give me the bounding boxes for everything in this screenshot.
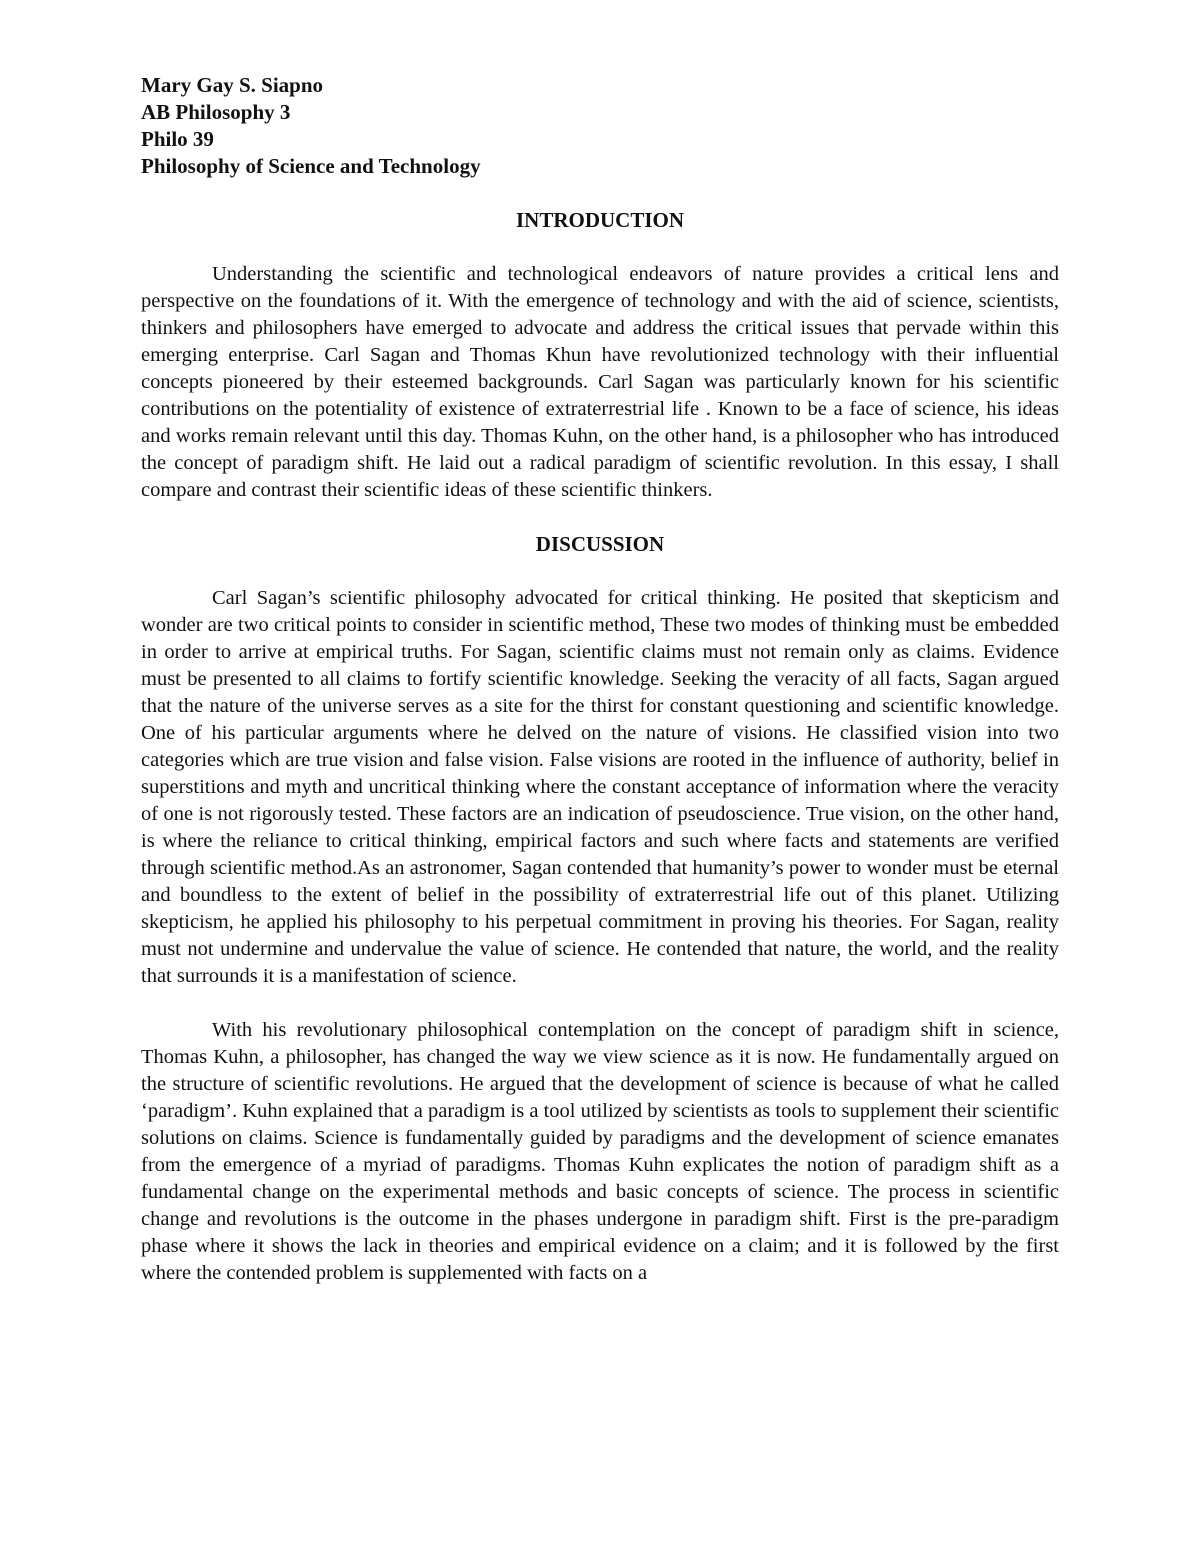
introduction-paragraph: Understanding the scientific and technological endeavors of nature provides a critical lens and perspective on the foundations of it. With the emergence of technology and with the aid of science, scientists, thinkers and philosophers have emerged to advocate and address the critical issues that pervade within this emerging enterprise. Carl Sagan and Thomas Khun have revolutionized technology with their influential concepts pioneered by their esteemed backgrounds. Carl Sagan was particularly known for his scientific contributions on the potentiality of existence of extraterrestrial life . Known to be a face of science, his ideas and works remain relevant until this day. Thomas Kuhn, on the other hand, is a philosopher who has introduced the concept of paradigm shift. He laid out a radical paradigm of scientific revolution. In this essay, I shall compare and contrast their scientific ideas of these scientific thinkers. (141, 263, 1059, 501)
document-header (141, 72, 1059, 180)
discussion-paragraph-kuhn: With his revolutionary philosophical contemplation on the concept of paradigm shift in science, Thomas Kuhn, a philosopher, has changed the way we view science as it is now. He fundamentally argued on the structure of scientific revolutions. He argued that the development of science is because of what he called ‘paradigm’. Kuhn explained that a paradigm is a tool utilized by scientists as tools to supplement their scientific solutions on claims. Science is fundamentally guided by paradigms and the development of science emanates from the emergence of a myriad of paradigms. Thomas Kuhn explicates the notion of paradigm shift as a fundamental change on the experimental methods and basic concepts of science. The process in scientific change and revolutions is the outcome in the phases undergone in paradigm shift. First is the pre-paradigm phase where it shows the lack in theories and empirical evidence on a claim; and it is followed by the first where the contended problem is supplemented with facts on a (141, 1019, 1059, 1284)
introduction-heading: INTRODUCTION (515, 208, 685, 232)
discussion-heading: DISCUSSION (535, 532, 665, 556)
course-code: Philo 39 (141, 127, 214, 151)
discussion-section (141, 531, 1059, 1287)
program-line: AB Philosophy 3 (141, 100, 291, 124)
author-name: Mary Gay S. Siapno (141, 73, 324, 97)
discussion-paragraph-sagan: Carl Sagan’s scientific philosophy advocated for critical thinking. He posited that skepticism and wonder are two critical points to consider in scientific method, These two modes of thinking must be embedded in order to arrive at empirical truths. For Sagan, scientific claims must not remain only as claims. Evidence must be presented to all claims to fortify scientific knowledge. Seeking the veracity of all facts, Sagan argued that the nature of the universe serves as a site for the thirst for constant questioning and scientific knowledge. One of his particular arguments where he delved on the nature of visions. He classified vision into two categories which are true vision and false vision. False visions are rooted in the influence of authority, belief in superstitions and myth and uncritical thinking where the constant acceptance of information where the veracity of one is not rigorously tested. These factors are an indication of pseudoscience. True vision, on the other hand, is where the reliance to critical thinking, empirical factors and such where facts and statements are verified through scientific method.As an astronomer, Sagan contended that humanity’s power to wonder must be eternal and boundless to the extent of belief in the possibility of extraterrestrial life out of this planet. Utilizing skepticism, he applied his philosophy to his perpetual commitment in proving his theories. For Sagan, reality must not undermine and undervalue the value of science. He contended that nature, the world, and the reality that surrounds it is a manifestation of science. (141, 587, 1059, 987)
document-page (141, 72, 1059, 1287)
course-title: Philosophy of Science and Technology (141, 154, 481, 178)
introduction-section (141, 207, 1059, 504)
